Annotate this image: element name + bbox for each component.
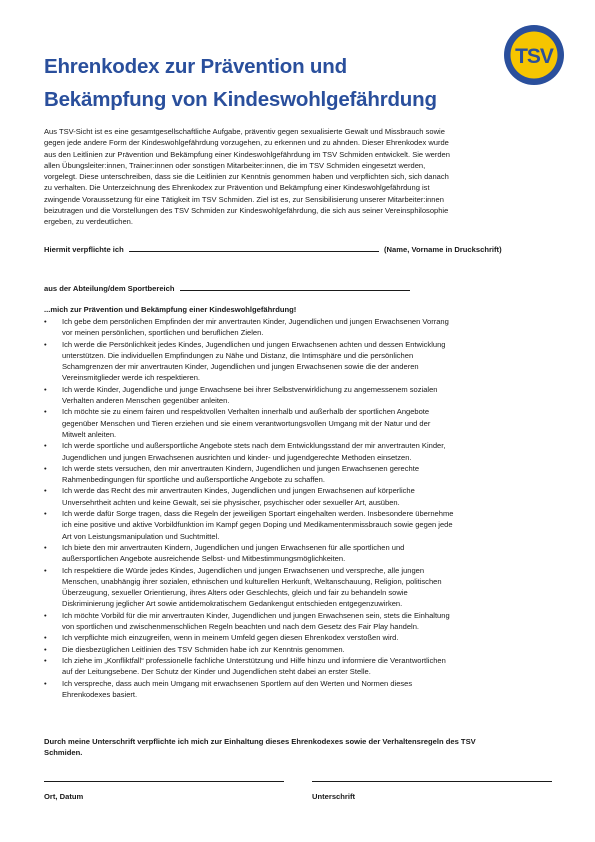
commitment-line: Verhalten anderen Menschen gegenüber anleiten. — [62, 396, 230, 406]
commitment-line: Vereinsmitglieder werde ich respektieren. — [62, 373, 201, 383]
commitment-item — [44, 384, 559, 407]
intro-line: ergeben, zu verdeutlichen. — [44, 217, 133, 227]
department-field-label: aus der Abteilung/dem Sportbereich — [44, 284, 175, 293]
name-field-hint: (Name, Vorname in Druckschrift) — [384, 245, 502, 254]
place-date-label: Ort, Datum — [44, 792, 84, 801]
commitment-line: unterstützen. Die individuellen Empfindungen zu Nähe und Distanz, die Intimsphäre und die persönlichen — [62, 350, 414, 360]
commitment-line: Ich biete den mir anvertrauten Kindern, Jugendlichen und jungen Erwachsenen für alle sportlichen und — [62, 542, 405, 552]
commitment-item — [44, 508, 559, 542]
commitment-line: Rahmenbedingungen für sportliche und außersportliche Angebote zu schaffen. — [62, 475, 325, 485]
bullet-icon: • — [44, 339, 47, 349]
commitment-item — [44, 655, 559, 678]
intro-line: Aus TSV-Sicht ist es eine gesamtgesellschaftliche Aufgabe, präventiv gegen sexualisierte Gewalt und Missbrauch sowie — [44, 127, 445, 136]
name-input-line[interactable] — [129, 243, 379, 252]
title-line-1: Ehrenkodex zur Prävention und — [44, 55, 347, 78]
commitment-line: Ich werde stets versuchen, den mir anvertrauten Kindern, Jugendlichen und jungen Erwachsenen gerechte — [62, 463, 420, 473]
commitment-line: auf der Leitungsebene. Der Schutz der Kinder und Jugendlichen steht dabei an erster Stelle. — [62, 667, 371, 677]
commitment-line: Art von Leistungsmanipulation und Suchtmittel. — [62, 531, 220, 541]
intro-line: aus den Leitlinien zur Prävention und Bekämpfung einer Kindeswohlgefährdung im TSV Schmiden entwickelt. Sie werden — [44, 149, 450, 159]
closing-line: Durch meine Unterschrift verpflichte ich mich zur Einhaltung dieses Ehrenkodexes sowie der Verhaltensregeln des TSV — [44, 737, 476, 746]
commitment-item — [44, 542, 559, 565]
commitment-line: Überzeugung, sexueller Orientierung, ihres Alters oder Geschlechts, gleich und fair zu behandeln sowie — [62, 588, 408, 598]
commitment-item — [44, 316, 559, 339]
bullet-icon: • — [44, 317, 47, 326]
commitment-line: Ich möchte sie zu einem fairen und respektvollen Verhalten innerhalb und außerhalb der sportlichen Angebote — [62, 407, 430, 417]
intro-line: gegen jede andere Form der Kindeswohlgefährdung vorzugehen, zu erkennen und zu ahnden. Dieser Ehrenkodex wurde — [44, 138, 449, 148]
commitment-line: ich eine positive und aktive Vorbildfunktion im Kampf gegen Doping und Medikamentenmissbrauch sowie gegen jede — [62, 520, 453, 530]
department-input-line[interactable] — [180, 282, 410, 291]
bullet-icon: • — [44, 441, 47, 451]
commitment-item — [44, 644, 559, 655]
commitment-list — [44, 316, 559, 700]
place-date-line[interactable] — [44, 781, 284, 782]
page-title — [44, 50, 484, 116]
intro-line: zwingende Voraussetzung für eine Tätigkeit im TSV Schmiden. Ziel ist es, zur Sensibilisierung unserer Mitarbeiter:innen — [44, 194, 444, 204]
commitment-line: von sportlichen und zwischenmenschlichen Regeln beachten und nach dem Gesetz des Fair Play handeln. — [62, 622, 420, 632]
intro-line: vorgelegt. Diese unterschreiben, dass sie die Leitlinien zur Kenntnis genommen haben und verpflichten sich, sich danach — [44, 172, 449, 182]
commitment-line: Ich gebe dem persönlichen Empfinden der mir anvertrauten Kinder, Jugendlichen und jungen Erwachsenen Vorrang — [62, 317, 449, 326]
tsv-logo — [503, 24, 565, 86]
commitment-line: Unversehrtheit achten und keine Gewalt, sei sie physischer, psychischer oder sexueller Art, ausüben. — [62, 497, 400, 507]
closing-line: Schmiden. — [44, 748, 83, 758]
bullet-icon: • — [44, 678, 47, 688]
closing-statement — [44, 736, 559, 759]
bullet-icon: • — [44, 486, 47, 496]
bullet-icon: • — [44, 610, 47, 620]
commitment-line: Ich respektiere die Würde jedes Kindes, Jugendlichen und jungen Erwachsenen und verspreche, alle jungen — [62, 565, 425, 575]
commitment-line: Ich werde das Recht des mir anvertrauten Kindes, Jugendlichen und jungen Erwachsenen auf körperliche — [62, 486, 415, 496]
commitment-line: Ehrenkodexes basiert. — [62, 689, 138, 699]
commitment-line: Schamgrenzen der mir anvertrauten Kinder, Jugendlichen und jungen Erwachsenen sowie die der anderen — [62, 362, 419, 372]
bullet-icon: • — [44, 509, 47, 519]
commitment-line: Ich möchte Vorbild für die mir anvertrauten Kinder, Jugendlichen und jungen Erwachsenen sein, stets die Einhaltung — [62, 610, 450, 620]
commitment-item — [44, 678, 559, 701]
bullet-icon: • — [44, 542, 47, 552]
commitment-line: Ich werde dafür Sorge tragen, dass die Regeln der jeweiligen Sportart eingehalten werden. Insbesondere übernehme — [62, 509, 454, 519]
name-field-row — [44, 243, 502, 254]
bullet-icon: • — [44, 644, 47, 654]
bullet-icon: • — [44, 633, 47, 643]
commitment-line: Jugendlichen und jungen Erwachsenen ausrichten und kinder- und jugendgerechte Methoden einsetzen. — [62, 452, 412, 462]
signature-line[interactable] — [312, 781, 552, 782]
bullet-icon: • — [44, 565, 47, 575]
commitment-line: Ich ziehe im „Konfliktfall“ professionelle fachliche Unterstützung und Hilfe hinzu und informiere die Verantwortlichen — [62, 655, 446, 665]
commitment-line: Ich verpflichte mich einzugreifen, wenn in meinem Umfeld gegen diesen Ehrenkodex verstoßen wird. — [62, 633, 399, 643]
commitment-line: vor meinen persönlichen, sportlichen und beruflichen Zielen. — [62, 328, 264, 338]
commitment-line: Mitwelt anleiten. — [62, 429, 117, 439]
commitment-item — [44, 485, 559, 508]
bullet-icon: • — [44, 384, 47, 394]
commitment-line: Ich werde die Persönlichkeit jedes Kindes, Jugendlichen und jungen Erwachsenen achten und dessen Entwicklung — [62, 339, 446, 349]
commitment-line: Ich verspreche, dass auch mein Umgang mit erwachsenen Sportlern auf den Werten und Normen dieses — [62, 678, 413, 688]
commitment-item — [44, 565, 559, 610]
commitment-item — [44, 632, 559, 643]
signature-label: Unterschrift — [312, 792, 356, 801]
title-line-2: Bekämpfung von Kindeswohlgefährdung — [44, 88, 437, 111]
commitment-line: Menschen, unabhängig ihrer sozialen, ethnischen und kulturellen Herkunft, Weltanschauung, Religion, politischen — [62, 576, 442, 586]
intro-line: beizutragen und die Vorstellungen des TSV Schmiden zur Kindeswohlgefährdung, die sich aus seiner Vereinsphilosophie — [44, 206, 449, 216]
bullet-icon: • — [44, 407, 47, 417]
commitment-line: Ich werde sportliche und außersportliche Angebote stets nach dem Entwicklungsstand der mir anvertrauten Kinder, — [62, 441, 446, 451]
intro-line: allen Übungsleiter:innen, Trainer:innen oder sonstigen Mitarbeiter:innen, die im TSV Schmiden eingesetzt werden, — [44, 160, 426, 170]
commitment-line: gegenüber Menschen und Tieren erziehen und sie einem verantwortungsvollen Umgang mit der Natur und der — [62, 418, 431, 428]
bullet-icon: • — [44, 655, 47, 665]
name-field-label: Hiermit verpflichte ich — [44, 245, 124, 254]
commitment-lead: ...mich zur Prävention und Bekämpfung einer Kindeswohlgefährdung! — [44, 305, 297, 314]
commitment-item — [44, 339, 559, 384]
commitment-line: Diskriminierung jeglicher Art sowie antidemokratischem Gedankengut entschieden entgegenzuwirken. — [62, 599, 403, 609]
bullet-icon: • — [44, 463, 47, 473]
intro-paragraph — [44, 126, 559, 228]
logo-text: TSV — [515, 45, 553, 68]
commitment-line: außersportlichen Angebote ausreichende Selbst- und Mitbestimmungsmöglichkeiten. — [62, 554, 346, 564]
commitment-item — [44, 406, 559, 440]
intro-line: zu verhalten. Die Unterzeichnung des Ehrenkodex zur Prävention und Bekämpfung einer Kindeswohlgefährdung ist — [44, 183, 430, 193]
commitment-item — [44, 463, 559, 486]
commitment-line: Die diesbezüglichen Leitlinien des TSV Schmiden habe ich zur Kenntnis genommen. — [62, 644, 345, 654]
department-field-row — [44, 282, 410, 293]
commitment-line: Ich werde Kinder, Jugendliche und junge Erwachsene bei ihrer Selbstverwirklichung zu angemessenem sozialen — [62, 384, 438, 394]
commitment-item — [44, 440, 559, 463]
commitment-item — [44, 610, 559, 633]
